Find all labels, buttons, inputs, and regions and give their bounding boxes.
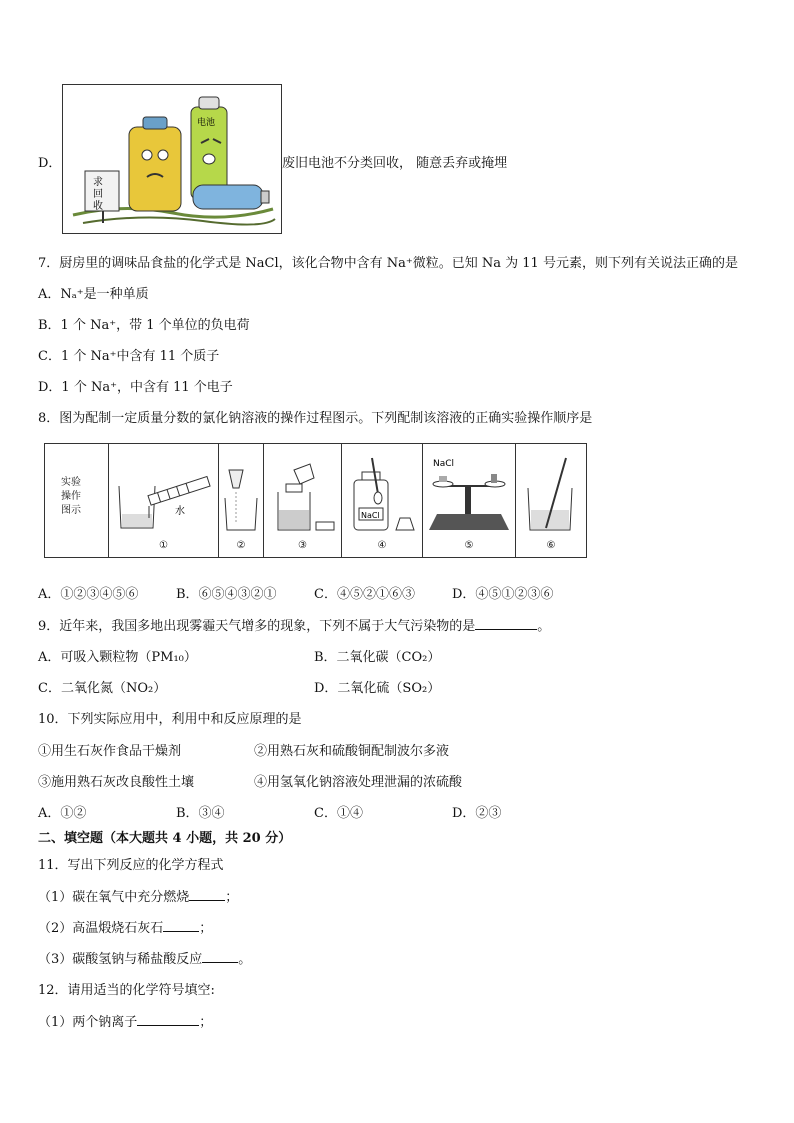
q8-option-c: C．④⑤②①⑥③: [314, 587, 415, 602]
svg-text:收: 收: [93, 201, 103, 212]
q9-stem-end: 。: [537, 619, 551, 634]
water-label: 水: [175, 506, 185, 517]
q10-item-1: ①用生石灰作食品干燥剂: [38, 744, 182, 759]
q10-option-c: C．①④: [314, 806, 363, 821]
q12-sub-1-blank[interactable]: [137, 1013, 199, 1026]
q7-option-c: C．1 个 Na⁺中含有 11 个质子: [38, 349, 220, 364]
nacl-balance-label: NaCl: [433, 459, 455, 469]
battery-cartoon-image: [62, 84, 282, 234]
q10-item-3: ③施用熟石灰改良酸性土壤: [38, 775, 195, 790]
q11-sub-1: （1）碳在氧气中充分燃烧: [38, 890, 190, 905]
q8-option-b: B．⑥⑤④③②①: [176, 587, 277, 602]
q11-sub-3-end: 。: [238, 952, 252, 967]
step-label-5: ⑤: [464, 540, 474, 551]
q12-sub-1-end: ；: [199, 1015, 213, 1030]
q11-sub-2: （2）高温煅烧石灰石: [38, 921, 164, 936]
q11-sub-3-line: [38, 948, 251, 967]
svg-text:回: 回: [93, 189, 103, 200]
q8-header-text: 实验 操作 图示: [61, 477, 81, 516]
q7-option-b: B．1 个 Na⁺，带 1 个单位的负电荷: [38, 318, 250, 333]
q10-option-b: B．③④: [176, 806, 225, 821]
q7-option-a: A．Nₐ⁺是一种单质: [38, 287, 149, 302]
q8-experiment-figure: [44, 443, 587, 558]
q8-step-2-cell: [219, 444, 264, 557]
q9-stem-line: [38, 615, 550, 634]
nacl-bottle-label: NaCl: [361, 511, 380, 520]
q8-step-3-cell: [264, 444, 342, 557]
q11-sub-2-end: ；: [199, 921, 213, 936]
q9-option-d: D．二氧化硫（SO₂）: [314, 681, 441, 696]
q12-sub-1-line: [38, 1011, 212, 1030]
q11-sub-1-end: ；: [225, 890, 239, 905]
step-label-6: ⑥: [546, 540, 556, 551]
q8-step-1-cell: [109, 444, 219, 557]
battery-text: 电池: [197, 118, 216, 128]
q10-item-2: ②用熟石灰和硫酸铜配制波尔多液: [254, 744, 450, 759]
q8-option-d: D．④⑤①②③⑥: [452, 587, 554, 602]
q11-sub-3-blank[interactable]: [202, 950, 238, 963]
q9-answer-blank[interactable]: [475, 617, 537, 630]
q8-step-5-cell: [423, 444, 516, 557]
step-label-4: ④: [377, 540, 387, 551]
q11-sub-1-line: [38, 886, 238, 905]
q7-stem: 7．厨房里的调味品食盐的化学式是 NaCl，该化合物中含有 Na⁺微粒。已知 Na 为 11 号元素，则下列有关说法正确的是: [38, 256, 738, 271]
step-label-2: ②: [236, 540, 246, 551]
q12-sub-1: （1）两个钠离子: [38, 1015, 138, 1030]
q10-stem: 10．下列实际应用中，利用中和反应原理的是: [38, 712, 302, 727]
q8-step-4-cell: [342, 444, 423, 557]
sign-text: 求: [93, 177, 103, 188]
q8-option-a: A．①②③④⑤⑥: [38, 587, 139, 602]
q11-sub-2-blank[interactable]: [163, 919, 199, 932]
q11-sub-3: （3）碳酸氢钠与稀盐酸反应: [38, 952, 203, 967]
q8-stem: 8．图为配制一定质量分数的氯化钠溶液的操作过程图示。下列配制该溶液的正确实验操作顺序是: [38, 411, 593, 426]
battery-cartoon-illustration: [63, 85, 281, 233]
q12-stem: 12．请用适当的化学符号填空:: [38, 983, 215, 998]
q8-step-6-cell: [516, 444, 586, 557]
step-label-1: ①: [159, 540, 168, 551]
q9-option-b: B．二氧化碳（CO₂）: [314, 650, 441, 665]
q6-option-d-text: 废旧电池不分类回收， 随意丢弃或掩埋: [282, 156, 508, 171]
q6-option-d-label: D．: [38, 156, 62, 171]
q8-header-cell: [45, 444, 109, 557]
q9-option-a: A．可吸入颗粒物（PM₁₀）: [38, 650, 197, 665]
q10-option-d: D．②③: [452, 806, 502, 821]
q10-item-4: ④用氢氧化钠溶液处理泄漏的浓硫酸: [254, 775, 463, 790]
step-label-3: ③: [298, 540, 307, 551]
q11-sub-1-blank[interactable]: [189, 888, 225, 901]
q11-stem: 11．写出下列反应的化学方程式: [38, 858, 224, 873]
q9-stem: 9．近年来，我国多地出现雾霾天气增多的现象，下列不属于大气污染物的是: [38, 619, 476, 634]
q10-option-a: A．①②: [38, 806, 87, 821]
q7-option-d: D．1 个 Na⁺，中含有 11 个电子: [38, 380, 233, 395]
q9-option-c: C．二氧化氮（NO₂）: [38, 681, 167, 696]
q11-sub-2-line: [38, 917, 212, 936]
section-2-heading: 二、填空题（本大题共 4 小题，共 20 分）: [38, 831, 292, 846]
